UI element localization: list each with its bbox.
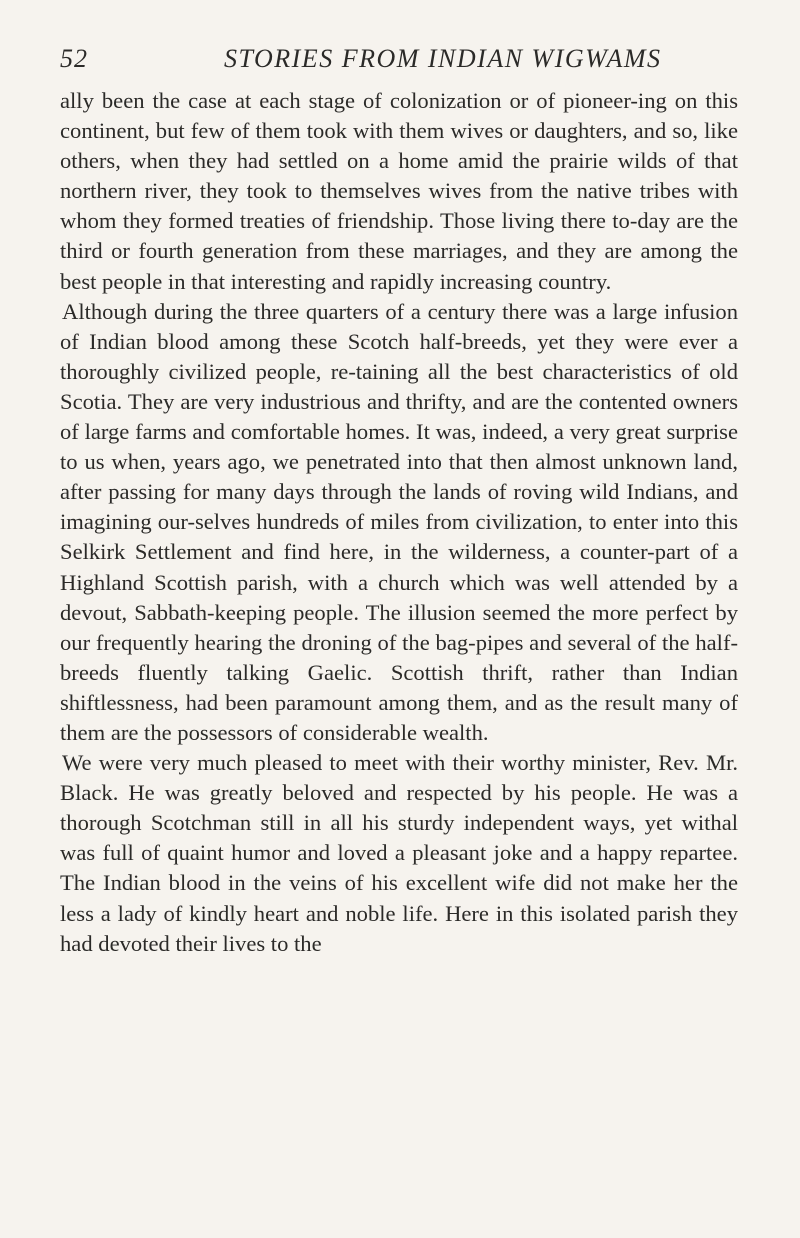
body-text — [60, 86, 738, 959]
running-head — [60, 44, 736, 84]
paragraph-1: ally been the case at each stage of colonization or of pioneer-ing on this continent, but few of them took with them wives or daughters, and so, like others, when they had settled on a home amid the prairie wilds of that northern river, they took to themselves wives from the native tribes with whom they formed treaties of friendship. Those living there to-day are the third or fourth generation from these marriages, and they are among the best people in that interesting and rapidly increasing country. — [60, 88, 738, 294]
paragraph-2: Although during the three quarters of a century there was a large infusion of Indian blood among these Scotch half-breeds, yet they were ever a thoroughly civilized people, re-taining all the best characteristics of old Scotia. They are very industrious and thrifty, and are the contented owners of large farms and comfortable homes. It was, indeed, a very great surprise to us when, years ago, we penetrated into that then almost unknown land, after passing for many days through the lands of roving wild Indians, and imagining our-selves hundreds of miles from civilization, to enter into this Selkirk Settlement and find here, in the wilderness, a counter-part of a Highland Scottish parish, with a church which was well attended by a devout, Sabbath-keeping people. The illusion seemed the more perfect by our frequently hearing the droning of the bag-pipes and several of the half-breeds fluently talking Gaelic. Scottish thrift, rather than Indian shiftlessness, had been paramount among them, and as the result many of them are the possessors of considerable wealth. — [60, 298, 738, 745]
page-number: 52 — [60, 44, 88, 73]
running-title: STORIES FROM INDIAN WIGWAMS — [224, 44, 662, 73]
paragraph-3: We were very much pleased to meet with their worthy minister, Rev. Mr. Black. He was greatly beloved and respected by his people. He was a thorough Scotchman still in all his sturdy independent ways, yet withal was full of quaint humor and loved a pleasant joke and a happy repartee. The Indian blood in the veins of his excellent wife did not make her the less a lady of kindly heart and noble life. Here in this isolated parish they had devoted their lives to the — [60, 750, 738, 956]
